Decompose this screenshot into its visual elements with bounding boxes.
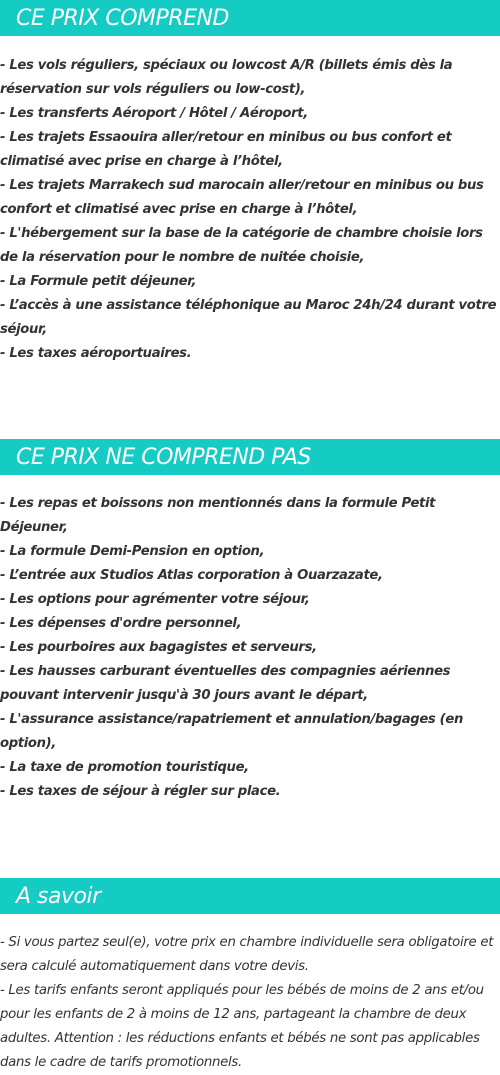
list-item: - La Formule petit déjeuner, [0, 274, 197, 289]
section-title-a-savoir: A savoir [0, 878, 500, 914]
list-item: - La taxe de promotion touristique, [0, 760, 249, 775]
list-item: - L'hébergement sur la base de la catégorie de chambre choisie lors de la réservation pour le nombre de nuitée choisie, [0, 226, 483, 265]
section-price-includes [0, 0, 500, 366]
list-item: - Les trajets Marrakech sud marocain aller/retour en minibus ou bus confort et climatisé avec prise en charge à l’hôtel, [0, 178, 484, 217]
list-item: - Les hausses carburant éventuelles des compagnies aériennes pouvant intervenir jusqu'à 30 jours avant le départ, [0, 664, 451, 703]
list-item: - L’accès à une assistance téléphonique au Maroc 24h/24 durant votre séjour, [0, 298, 497, 337]
list-item: - Les tarifs enfants seront appliqués pour les bébés de moins de 2 ans et/ou pour les enfants de 2 à moins de 12 ans, partageant la chambre de deux adultes. Attention : les réductions enfants et bébés ne sont pas applicables dans le cadre de tarifs promotionnels. [0, 983, 484, 1070]
list-item: - Les repas et boissons non mentionnés dans la formule Petit Déjeuner, [0, 496, 436, 535]
list-item: - L’entrée aux Studios Atlas corporation à Ouarzazate, [0, 568, 383, 583]
section-title-price-includes: CE PRIX COMPREND [0, 0, 500, 36]
a-savoir-list [0, 931, 500, 1075]
list-item: - Les vols réguliers, spéciaux ou lowcost A/R (billets émis dès la réservation sur vols réguliers ou low-cost), [0, 58, 453, 97]
section-title-price-excludes: CE PRIX NE COMPREND PAS [0, 439, 500, 475]
section-price-excludes [0, 439, 500, 804]
list-item: - Les dépenses d'ordre personnel, [0, 616, 242, 631]
price-excludes-list [0, 492, 500, 804]
list-item: - L'assurance assistance/rapatriement et annulation/bagages (en option), [0, 712, 463, 751]
list-item: - La formule Demi-Pension en option, [0, 544, 265, 559]
list-item: - Les taxes aéroportuaires. [0, 346, 192, 361]
list-item: - Les trajets Essaouira aller/retour en minibus ou bus confort et climatisé avec prise en charge à l’hôtel, [0, 130, 452, 169]
list-item: - Si vous partez seul(e), votre prix en chambre individuelle sera obligatoire et sera calculé automatiquement dans votre devis. [0, 935, 494, 974]
section-a-savoir [0, 878, 500, 1075]
list-item: - Les options pour agrémenter votre séjour, [0, 592, 310, 607]
list-item: - Les transferts Aéroport / Hôtel / Aéroport, [0, 106, 308, 121]
list-item: - Les taxes de séjour à régler sur place. [0, 784, 281, 799]
price-includes-list [0, 54, 500, 366]
list-item: - Les pourboires aux bagagistes et serveurs, [0, 640, 317, 655]
